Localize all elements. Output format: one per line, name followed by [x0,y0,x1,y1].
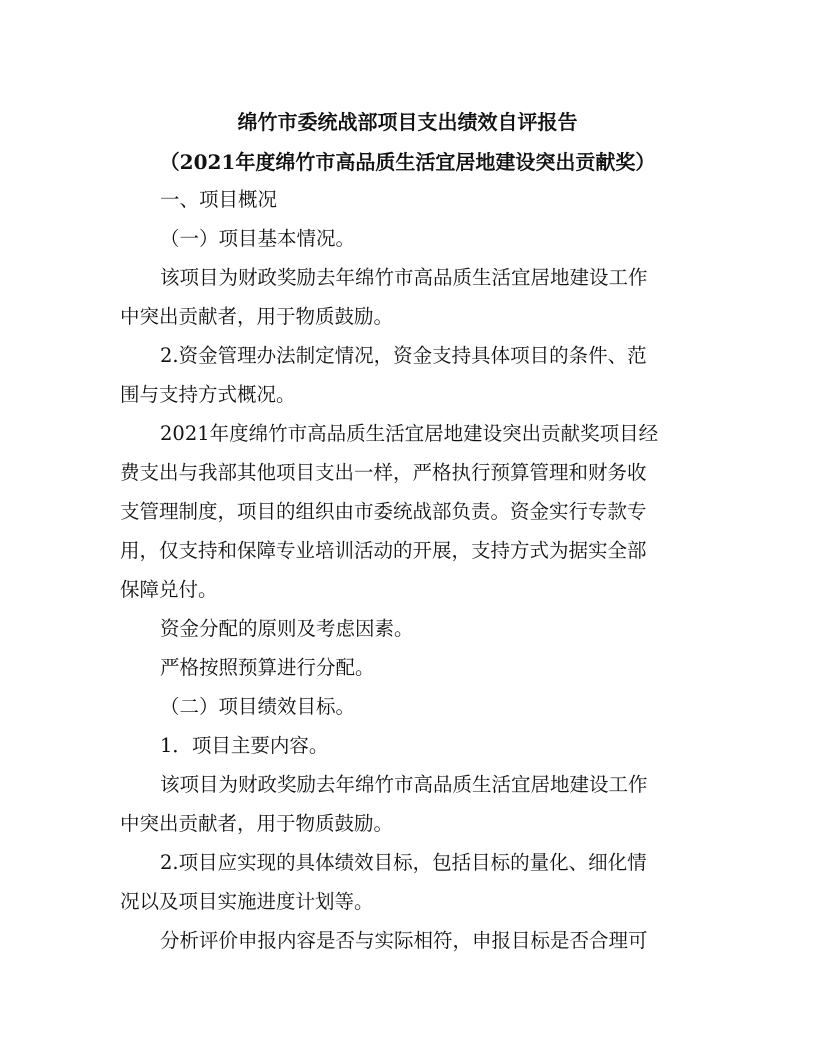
paragraph-line: 中突出贡献者，用于物质鼓励。 [120,812,394,835]
paragraph-line: 资金分配的原则及考虑因素。 [160,617,414,640]
paragraph-line: 分析评价申报内容是否与实际相符，申报目标是否合理可 [160,929,648,952]
paragraph-line: 围与支持方式概况。 [120,383,296,406]
paragraph-line: 费支出与我部其他项目支出一样，严格执行预算管理和财务收 [120,461,647,484]
paragraph-line: 支管理制度，项目的组织由市委统战部负责。资金实行专款专 [120,500,647,523]
paragraph-line: 保障兑付。 [120,578,218,601]
document-title: 绵竹市委统战部项目支出绩效自评报告 [237,110,578,134]
paragraph-line: 严格按照预算进行分配。 [160,656,375,679]
paragraph-line: 用，仅支持和保障专业培训活动的开展，支持方式为据实全部 [120,539,647,562]
paragraph-line: 2.项目应实现的具体绩效目标，包括目标的量化、细化情 [160,851,647,874]
paragraph-line: 中突出贡献者，用于物质鼓励。 [120,305,394,328]
subsection-heading: （二）项目绩效目标。 [160,695,356,718]
section-heading: 一、项目概况 [160,188,278,211]
paragraph-line: 况以及项目实施进度计划等。 [120,890,374,913]
document-subtitle: （2021年度绵竹市高品质生活宜居地建设突出贡献奖） [159,150,656,174]
paragraph-line: 2021年度绵竹市高品质生活宜居地建设突出贡献奖项目经 [160,422,659,445]
paragraph-line: 2.资金管理办法制定情况，资金支持具体项目的条件、范 [160,344,647,367]
subsection-heading: （一）项目基本情况。 [160,227,356,250]
paragraph-line: 该项目为财政奖励去年绵竹市高品质生活宜居地建设工作 [160,773,648,796]
paragraph-line: 该项目为财政奖励去年绵竹市高品质生活宜居地建设工作 [160,266,648,289]
paragraph-line: 1．项目主要内容。 [160,734,329,757]
